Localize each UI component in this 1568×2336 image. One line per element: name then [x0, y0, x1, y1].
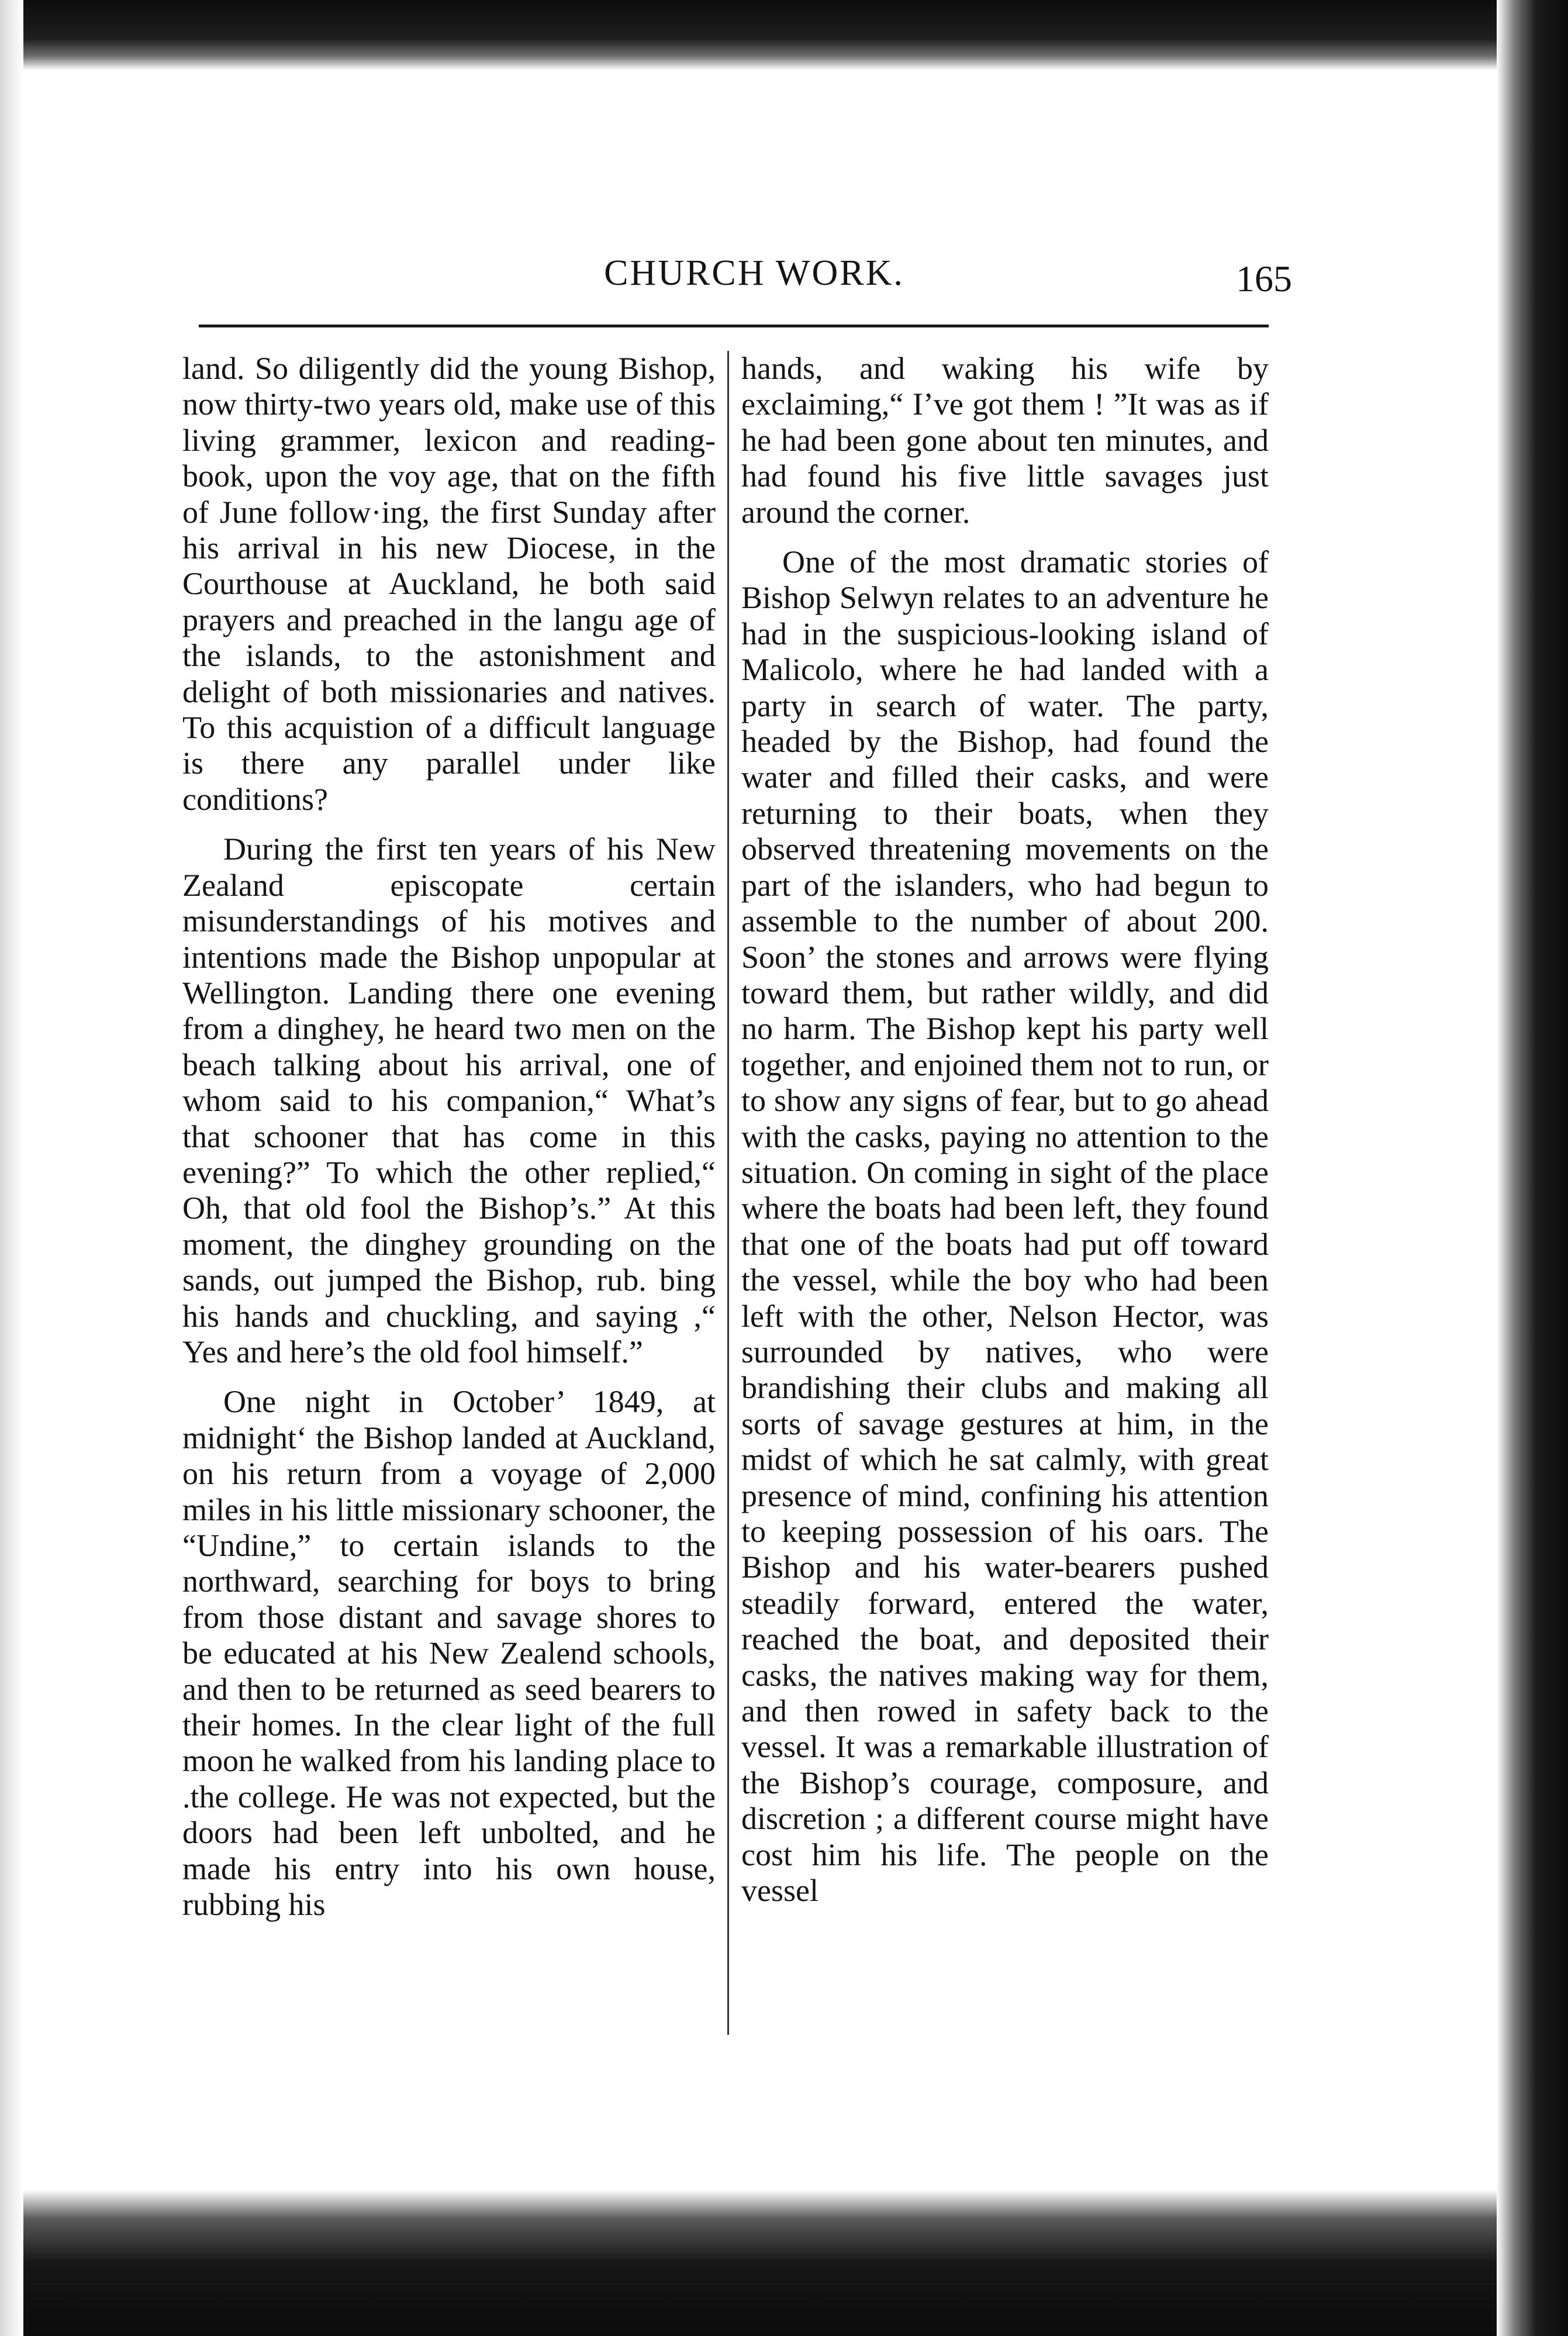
paragraph: One of the most dramatic stories of Bishop Selwyn relates to an adventure he had in the suspicious-looking island of Malicolo, where he had landed with a party in search of water. The party, headed by the Bishop, had found the water and filled their casks, and were returning to their boats, when they observed threatening movements on the part of the islanders, who had begun to assemble to the number of about 200. Soon’ the stones and arrows were flying toward them, but rather wildly, and did no harm. The Bishop kept his party well together, and enjoined them not to run, or to show any signs of fear, but to go ahead with the casks, paying no attention to the situation. On coming in sight of the place where the boats had been left, they found that one of the boats had put off toward the vessel, while the boy who had been left with the other, Nelson Hector, was surrounded by natives, who were brandishing their clubs and making all sorts of savage gestures at him, in the midst of which he sat calmly, with great presence of mind, confining his attention to keeping possession of his oars. The Bishop and his water-bearers pushed steadily forward, entered the water, reached the boat, and deposited their casks, the natives making way for them, and then rowed in safety back to the vessel. It was a remarkable illustration of the Bishop’s courage, composure, and discretion ; a different course might have cost him his life. The people on the vessel [741, 544, 1269, 1909]
paragraph: land. So diligently did the young Bishop, now thirty-two years old, make use of this living grammer, lexicon and reading-book, upon the voy age, that on the fifth of June follow·ing, the first Sunday after his arrival in his new Diocese, in the Courthouse at Auckland, he both said prayers and preached in the langu age of the islands, to the astonishment and delight of both missionaries and natives. To this acquistion of a difficult language is there any parallel under like conditions? [182, 351, 716, 817]
scan-edge-bottom [0, 2190, 1568, 2336]
scan-edge-left [0, 0, 23, 2336]
header-rule [199, 325, 1269, 327]
page-number: 165 [1236, 258, 1292, 299]
paragraph: One night in October’ 1849, at midnight‘ the Bishop landed at Auckland, on his return from a voyage of 2,000 miles in his little missionary schooner, the “Undine,” to certain islands to the northward, searching for boys to bring from those distant and savage shores to be educated at his New Zealend schools, and then to be returned as seed bearers to their homes. In the clear light of the full moon he walked from his landing place to .the college. He was not expected, but the doors had been left unbolted, and he made his entry into his own house, rubbing his [182, 1384, 716, 1923]
running-head: CHURCH WORK. [604, 253, 904, 293]
paragraph: During the first ten years of his New Zealand episcopate certain misunderstandings of his motives and intentions made the Bishop unpopular at Wellington. Landing there one evening from a dinghey, he heard two men on the beach talking about his arrival, one of whom said to his companion,“ What’s that schooner that has come in this evening?” To which the other replied,“ Oh, that old fool the Bishop’s.” At this moment, the dinghey grounding on the sands, out jumped the Bishop, rub. bing his hands and chuckling, and saying ,“ Yes and here’s the old fool himself.” [182, 831, 716, 1369]
scan-edge-top [0, 0, 1568, 70]
right-column [741, 351, 1269, 1923]
column-divider [727, 351, 729, 2035]
left-column [182, 351, 716, 1937]
paragraph: hands, and waking his wife by exclaiming,“ I’ve got them ! ”It was as if he had been gone about ten minutes, and had found his five little savages just around the corner. [741, 351, 1269, 530]
scan-edge-right [1497, 0, 1568, 2336]
